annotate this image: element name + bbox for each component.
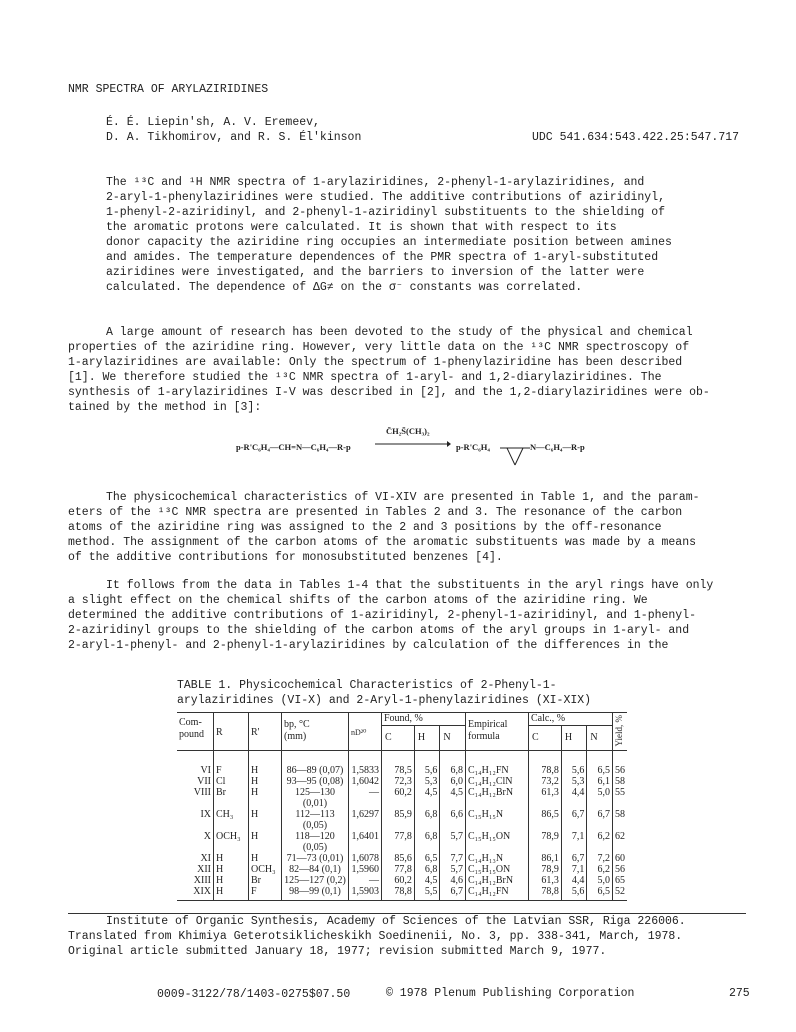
row-calc-h: 7,1 <box>561 864 587 875</box>
table-row <box>177 886 627 901</box>
row-calc-n: 6,2 <box>587 864 613 875</box>
article-code: 0009-3122/78/1403-0275$07.50 <box>157 988 351 1001</box>
row-r: H <box>214 875 249 886</box>
article-title: NMR SPECTRA OF ARYLAZIRIDINES <box>68 83 269 96</box>
affiliation <box>68 914 768 959</box>
authors-line-1: É. É. Liepin'sh, A. V. Eremeev, <box>106 116 320 129</box>
row-compound: XI <box>200 853 211 864</box>
row-bp: 98—99 (0,1) <box>282 886 349 901</box>
row-found-c: 60,2 <box>382 875 415 886</box>
col-r: R <box>214 713 249 751</box>
col-bp: bp, °C (mm) <box>282 713 349 751</box>
row-nd: 1,5960 <box>349 864 382 875</box>
row-yield: 55 <box>613 787 628 809</box>
row-bp: 71—73 (0,01) <box>282 853 349 864</box>
row-compound: XIX <box>177 886 214 901</box>
authors-line-2: D. A. Tikhomirov, and R. S. Él'kinson <box>106 131 362 144</box>
paragraph-2 <box>68 490 748 565</box>
row-rp: H <box>249 853 282 864</box>
abstract-line: the aromatic protons were calculated. It is shown that with respect to its <box>106 221 617 234</box>
row-found-c: 78,5 <box>382 751 415 777</box>
copyright: © 1978 Plenum Publishing Corporation <box>386 987 635 1000</box>
row-calc-c: 86,5 <box>528 809 561 831</box>
table-row <box>177 787 627 809</box>
scheme-reagent: C̄H₂S̄(CH₃)₂ <box>386 426 430 436</box>
row-calc-n: 6,2 <box>587 831 613 853</box>
row-calc-n: 6,5 <box>587 751 613 777</box>
col-found-c: C <box>382 726 415 751</box>
row-compound: IX <box>200 809 211 820</box>
col-calc-c: C <box>528 726 561 751</box>
row-found-n: 5,7 <box>440 831 466 853</box>
col-nd: nD²⁰ <box>349 713 382 751</box>
scheme-product-right: N—C₆H₄—R-p <box>530 442 585 452</box>
paragraph-line: properties of the aziridine ring. However, very little data on the ¹³C NMR spectroscopy of <box>68 341 690 354</box>
row-compound: VI <box>200 765 211 776</box>
paragraph-line: a slight effect on the chemical shifts of the carbon atoms of the aziridine ring. We <box>68 594 648 607</box>
row-calc-h: 5,3 <box>561 776 587 787</box>
row-nd: 1,6078 <box>349 853 382 864</box>
row-rp: H <box>249 751 282 777</box>
row-found-n: 4,5 <box>440 787 466 809</box>
row-r: H <box>214 853 249 864</box>
table-caption-line: arylaziridines (VI-X) and 2-Aryl-1-phenylaziridines (XI-XIX) <box>177 694 592 707</box>
col-calc: Calc., % <box>528 713 612 726</box>
col-found-h: H <box>414 726 440 751</box>
row-r: Br <box>214 787 249 809</box>
row-found-c: 77,8 <box>382 831 415 853</box>
row-found-n: 7,7 <box>440 853 466 864</box>
row-nd: 1,5833 <box>349 751 382 777</box>
paragraph-line: 2-aziridinyl groups to the shielding of the carbon atoms of the aryl groups in 1-aryl- and <box>68 624 690 637</box>
row-calc-c: 86,1 <box>528 853 561 864</box>
row-formula: C₁₅H₁₅ON <box>465 864 528 875</box>
abstract-line: and amides. The temperature dependences of the PMR spectra of 1-aryl-substituted <box>106 251 659 264</box>
row-r: OCH₃ <box>214 831 249 853</box>
paragraph-1 <box>68 325 748 415</box>
row-bp: 118—120 (0,05) <box>282 831 349 853</box>
affiliation-line: Original article submitted January 18, 1977; revision submitted March 9, 1977. <box>68 945 607 958</box>
row-found-c: 72,3 <box>382 776 415 787</box>
row-nd: 1,6042 <box>349 776 382 787</box>
row-bp: 86—89 (0,07) <box>282 751 349 777</box>
row-found-n: 4,6 <box>440 875 466 886</box>
row-calc-h: 6,7 <box>561 809 587 831</box>
table-row <box>177 864 627 875</box>
row-calc-c: 73,2 <box>528 776 561 787</box>
abstract-line: The ¹³C and ¹H NMR spectra of 1-arylaziridines, 2-phenyl-1-arylaziridines, and <box>106 176 645 189</box>
row-rp: OCH₃ <box>249 864 282 875</box>
paragraph-line: of the additive contributions for monosubstituted benzenes [4]. <box>68 551 503 564</box>
abstract <box>106 175 706 295</box>
udc-code: UDC 541.634:543.422.25:547.717 <box>532 131 740 144</box>
col-compound: Com- pound <box>177 713 214 751</box>
row-calc-h: 6,7 <box>561 853 587 864</box>
col-found-n: N <box>440 726 466 751</box>
row-rp: H <box>249 787 282 809</box>
row-found-n: 5,7 <box>440 864 466 875</box>
abstract-line: 1-phenyl-2-aziridinyl, and 2-phenyl-1-aziridinyl substituents to the shielding of <box>106 206 665 219</box>
row-yield: 62 <box>613 831 628 853</box>
paragraph-line: 2-aryl-1-phenyl- and 2-phenyl-1-arylaziridines by calculation of the differences in the <box>68 639 669 652</box>
paragraph-line: tained by the method in [3]: <box>68 401 262 414</box>
row-r: CH₃ <box>214 809 249 831</box>
row-calc-n: 5,0 <box>587 875 613 886</box>
row-nd: 1,6401 <box>349 831 382 853</box>
col-yield <box>613 713 628 751</box>
row-bp: 82—84 (0,1) <box>282 864 349 875</box>
row-yield: 56 <box>613 751 628 777</box>
paragraph-3 <box>68 578 748 653</box>
row-found-h: 5,6 <box>414 751 440 777</box>
row-compound: XII <box>197 864 211 875</box>
row-calc-c: 61,3 <box>528 787 561 809</box>
row-bp: 93—95 (0,08) <box>282 776 349 787</box>
table-1 <box>177 712 627 901</box>
paragraph-line: It follows from the data in Tables 1-4 that the substituents in the aryl rings have only <box>106 579 714 592</box>
yield-label: Yield, % <box>614 715 624 747</box>
row-nd: — <box>349 787 382 809</box>
paragraph-line: eters of the ¹³C NMR spectra are presented in Tables 2 and 3. The resonance of the carbon <box>68 506 683 519</box>
row-nd: — <box>349 875 382 886</box>
row-found-n: 6,8 <box>440 751 466 777</box>
reaction-arrow-icon <box>375 438 451 450</box>
row-found-h: 6,5 <box>414 853 440 864</box>
row-formula: C₁₄H₁₃N <box>465 853 528 864</box>
row-formula: C₁₄H₁₂BrN <box>465 875 528 886</box>
row-calc-h: 4,4 <box>561 875 587 886</box>
row-calc-c: 78,9 <box>528 864 561 875</box>
row-calc-c: 78,8 <box>528 886 561 901</box>
row-calc-n: 6,7 <box>587 809 613 831</box>
row-calc-n: 6,1 <box>587 776 613 787</box>
row-calc-c: 78,8 <box>528 751 561 777</box>
row-yield: 60 <box>613 853 628 864</box>
row-bp: 125—127 (0,2) <box>282 875 349 886</box>
row-found-h: 4,5 <box>414 787 440 809</box>
row-found-c: 77,8 <box>382 864 415 875</box>
row-found-c: 85,6 <box>382 853 415 864</box>
row-yield: 65 <box>613 875 628 886</box>
table-row <box>177 751 627 777</box>
paragraph-line: method. The assignment of the carbon atoms of the aromatic substituents was made by a means <box>68 536 697 549</box>
row-rp: H <box>249 776 282 787</box>
paragraph-line: determined the additive contributions of 1-aziridinyl, 2-phenyl-1-aziridinyl, and 1-phenyl- <box>68 609 697 622</box>
row-r: Cl <box>214 776 249 787</box>
row-formula: C₁₄H₁₂FN <box>465 751 528 777</box>
table-caption-line: TABLE 1. Physicochemical Characteristics of 2-Phenyl-1- <box>177 679 557 692</box>
row-calc-n: 7,2 <box>587 853 613 864</box>
row-yield: 58 <box>613 809 628 831</box>
table-row <box>177 776 627 787</box>
row-nd: 1,5903 <box>349 886 382 901</box>
row-calc-c: 78,9 <box>528 831 561 853</box>
row-found-n: 6,7 <box>440 886 466 901</box>
col-rp: R' <box>249 713 282 751</box>
abstract-line: 2-aryl-1-phenylaziridines were studied. The additive contributions of aziridinyl, <box>106 191 665 204</box>
row-found-h: 4,5 <box>414 875 440 886</box>
row-calc-h: 5,6 <box>561 751 587 777</box>
affiliation-line: Institute of Organic Synthesis, Academy of Sciences of the Latvian SSR, Riga 226006. <box>106 915 686 928</box>
row-compound: VIII <box>193 787 211 798</box>
row-bp: 125—130 (0,01) <box>282 787 349 809</box>
row-found-c: 78,8 <box>382 886 415 901</box>
row-found-h: 6,8 <box>414 831 440 853</box>
paragraph-line: A large amount of research has been devoted to the study of the physical and chemical <box>106 326 693 339</box>
col-calc-n: N <box>587 726 613 751</box>
row-formula: C₁₄H₁₂ClN <box>465 776 528 787</box>
col-found: Found, % <box>382 713 466 726</box>
paragraph-line: 1-arylaziridines are available: Only the spectrum of 1-phenylaziridine has been described <box>68 356 683 369</box>
row-r: H <box>214 886 249 901</box>
col-calc-h: H <box>561 726 587 751</box>
table-row <box>177 831 627 853</box>
row-found-h: 6,8 <box>414 809 440 831</box>
abstract-line: calculated. The dependence of ΔG≠ on the σ⁻ constants was correlated. <box>106 281 583 294</box>
paragraph-line: The physicochemical characteristics of VI-XIV are presented in Table 1, and the param- <box>106 491 700 504</box>
row-found-n: 6,6 <box>440 809 466 831</box>
table-row <box>177 809 627 831</box>
row-rp: Br <box>249 875 282 886</box>
row-found-c: 85,9 <box>382 809 415 831</box>
page-number: 275 <box>729 987 750 1000</box>
row-found-h: 5,5 <box>414 886 440 901</box>
row-found-h: 6,8 <box>414 864 440 875</box>
row-calc-h: 5,6 <box>561 886 587 901</box>
row-yield: 56 <box>613 864 628 875</box>
row-calc-h: 4,4 <box>561 787 587 809</box>
row-calc-n: 5,0 <box>587 787 613 809</box>
row-formula: C₁₅H₁₅ON <box>465 831 528 853</box>
col-formula: Empirical formula <box>465 713 528 751</box>
abstract-line: donor capacity the aziridine ring occupies an intermediate position between amines <box>106 236 672 249</box>
paragraph-line: [1]. We therefore studied the ¹³C NMR spectra of 1-aryl- and 1,2-diarylaziridines. The <box>68 371 662 384</box>
row-found-n: 6,0 <box>440 776 466 787</box>
row-formula: C₁₄H₁₂BrN <box>465 787 528 809</box>
row-formula: C₁₄H₁₂FN <box>465 886 528 901</box>
paragraph-line: atoms of the aziridine ring was assigned to the 2 and 3 positions by the off-resonance <box>68 521 662 534</box>
row-yield: 58 <box>613 776 628 787</box>
row-bp: 112—113 (0,05) <box>282 809 349 831</box>
table-row <box>177 875 627 886</box>
paragraph-line: synthesis of 1-arylaziridines I-V was described in [2], and the 1,2-diarylaziridines were ob- <box>68 386 710 399</box>
row-formula: C₁₅H₁₅N <box>465 809 528 831</box>
row-calc-c: 61,3 <box>528 875 561 886</box>
row-rp: H <box>249 831 282 853</box>
row-rp: H <box>249 809 282 831</box>
table-caption <box>177 678 591 708</box>
row-calc-n: 6,5 <box>587 886 613 901</box>
row-yield: 52 <box>613 886 628 901</box>
table-row <box>177 853 627 864</box>
row-compound: X <box>203 831 211 842</box>
aziridine-ring-icon <box>500 441 530 467</box>
row-r: H <box>214 864 249 875</box>
affiliation-line: Translated from Khimiya Geterotsiklicheskikh Soedinenii, No. 3, pp. 338-341, March, 1978. <box>68 930 683 943</box>
scheme-product-left: p-R'C₆H₄ <box>456 442 490 452</box>
row-found-h: 5,3 <box>414 776 440 787</box>
row-rp: F <box>249 886 282 901</box>
row-nd: 1,6297 <box>349 809 382 831</box>
row-compound: XIII <box>193 875 211 886</box>
abstract-line: aziridines were investigated, and the barriers to inversion of the latter were <box>106 266 645 279</box>
scheme-reactant: p-R'C₆H₄—CH=N—C₆H₄—R-p <box>236 442 351 452</box>
row-compound: VII <box>197 776 211 787</box>
row-calc-h: 7,1 <box>561 831 587 853</box>
row-r: F <box>214 751 249 777</box>
row-found-c: 60,2 <box>382 787 415 809</box>
